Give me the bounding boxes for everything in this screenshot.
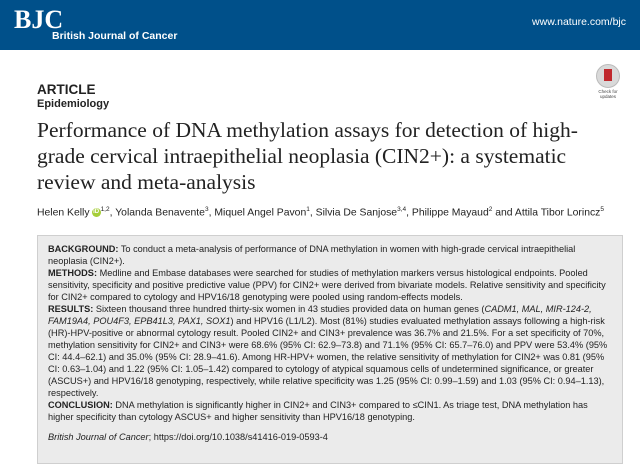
- abstract-background: BACKGROUND: To conduct a meta-analysis of performance of DNA methylation in women with high-grade cervical intraepithelial neoplasia (CIN2+).: [48, 244, 576, 266]
- author-name[interactable]: Miquel Angel Pavon: [214, 207, 307, 219]
- crossmark-label: Check for updates: [598, 89, 618, 99]
- author-name[interactable]: Philippe Mayaud: [411, 207, 489, 219]
- author-name[interactable]: Silvia De Sanjose: [315, 207, 398, 219]
- article-section: Epidemiology: [37, 98, 110, 110]
- journal-name: British Journal of Cancer: [52, 30, 178, 42]
- article-title: Performance of DNA methylation assays for detection of high-grade cervical intraepithelial neoplasia (CIN2+): a systematic review and meta-analysis: [37, 118, 578, 194]
- article-type: ARTICLE: [37, 82, 96, 97]
- author-affiliation: 3,4: [397, 206, 407, 213]
- abstract-results: RESULTS: Sixteen thousand three hundred thirty-six women in 43 studies provided data on human genes (CADM1, MAL, MIR-124-2, FAM19A4, POU4F3, EPB41L3, PAX1, SOX1) and HPV16 (L1/L2). Most (81%) studies evaluated methylation assays following a high-risk (HR)-HPV-positive or abnormal cytology result. Pooled CIN2+ and CIN3+ prevalence was 36.7% and 21.5%. For a set specificity of 70%, methylation sensitivity for CIN2+ and CIN3+ were 68.6% (95% CI: 62.9–73.8) and 71.1% (95% CI: 65.7–76.0) and PPV were 53.4% (95% CI: 44.4–62.1) and 35.0% (95% CI: 28.9–41.6). Among HR-HPV+ women, the relative sensitivity of methylation for CIN2+ was 0.81 (95% CI: 0.63–1.04) and 1.22 (95% CI: 1.05–1.42) compared to cytology of atypical squamous cells of undetermined significance, or greater (ASCUS+) and HPV16/18 genotyping, respectively, while relative specificity was 1.25 (95% CI: 0.99–1.59) and 1.03 (95% CI: 0.94–1.13), respectively.: [48, 304, 608, 398]
- author-affiliation: 1,2: [100, 206, 110, 213]
- citation-line: British Journal of Cancer; https://doi.org/10.1038/s41416-019-0593-4: [48, 432, 328, 442]
- author-affiliation: 1: [306, 206, 310, 213]
- author-name[interactable]: Yolanda Benavente: [115, 207, 205, 219]
- author-list: Helen Kelly iD $^{1,2}$, Yolanda Benavente$^3$, Miquel Angel Pavon$^1$, Silvia De Sanjose$^{3,4}$, Philippe Mayaud$^2$ and Attila Tibor Lorincz$^5$: [37, 206, 604, 219]
- author-affiliation: 3: [204, 206, 209, 213]
- author-name[interactable]: Attila Tibor Lorincz: [514, 207, 601, 219]
- author-name[interactable]: Helen Kelly: [37, 207, 90, 219]
- orcid-icon[interactable]: iD: [93, 209, 100, 216]
- site-url-link[interactable]: www.nature.com/bjc: [532, 16, 626, 28]
- journal-header: [0, 0, 640, 50]
- doi-link[interactable]: ; https://doi.org/10.1038/s41416-019-0593-4: [148, 432, 328, 442]
- check-for-updates-button[interactable]: [595, 64, 621, 102]
- author-affiliation: 2: [488, 206, 493, 213]
- crossmark-icon: [596, 64, 620, 88]
- journal-logo[interactable]: BJC: [14, 5, 64, 34]
- abstract-box: [37, 235, 623, 464]
- abstract-methods: METHODS: Medline and Embase databases were searched for studies of methylation markers versus histological endpoints. Pooled sensitivity, specificity and positive predictive value (PPV) for CIN2+ were derived from bivariate models. Relative sensitivity and specificity for CIN2+ compared to cytology and HPV16/18 genotyping were pooled using random-effects models.: [48, 268, 606, 302]
- abstract-conclusion: CONCLUSION: DNA methylation is significantly higher in CIN2+ and CIN3+ compared to ≤CIN1. As triage test, DNA methylation has higher specificity than cytology ASCUS+ and higher sensitivity than HPV16/18 genotyping.: [48, 400, 588, 422]
- author-affiliation: 5: [600, 206, 604, 213]
